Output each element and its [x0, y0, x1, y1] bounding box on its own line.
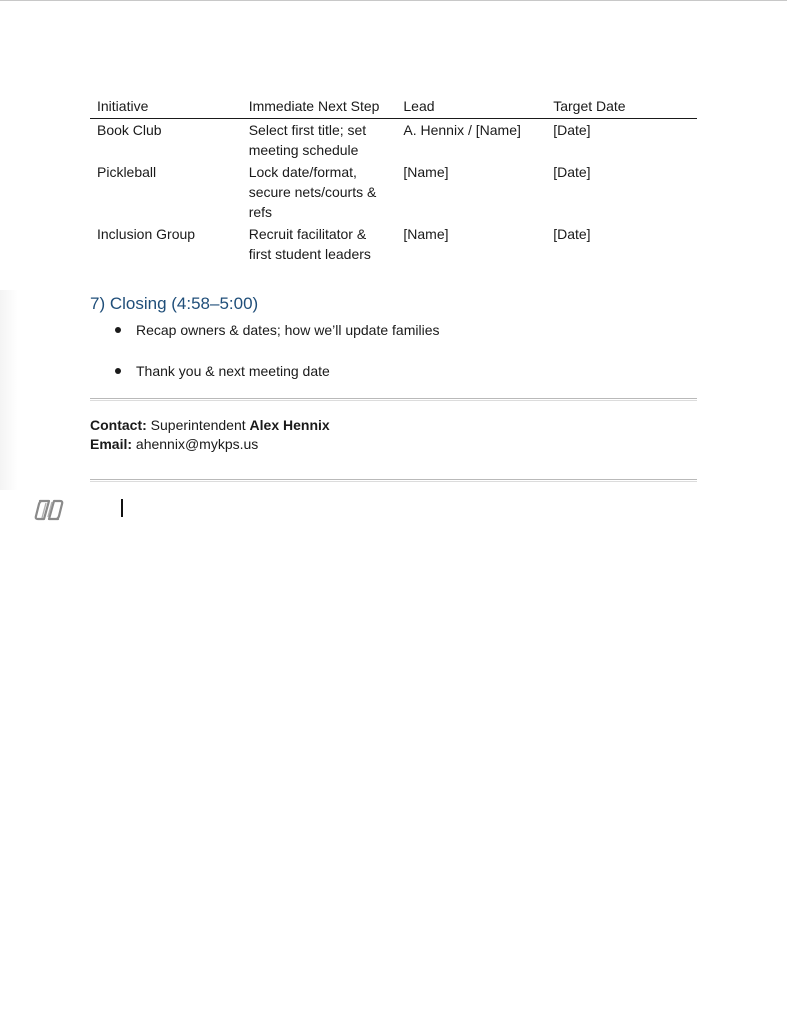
contact-role: Superintendent [150, 417, 246, 433]
list-item-text: Thank you & next meeting date [136, 363, 330, 379]
cell-lead: [Name] [403, 226, 449, 242]
table-header-row [90, 96, 697, 119]
cell-initiative: Book Club [97, 122, 162, 138]
copilot-icon-graphic [34, 497, 64, 523]
table-row [90, 223, 697, 265]
cell-initiative: Pickleball [97, 164, 157, 180]
table-row [90, 119, 697, 162]
horizontal-rule [90, 479, 697, 482]
cell-lead: A. Hennix / [Name] [403, 122, 521, 138]
closing-bullet-list [90, 320, 697, 381]
cell-next-step: Lock date/format, secure nets/courts & refs [248, 164, 377, 220]
header-initiative: Initiative [90, 96, 242, 119]
text-cursor [121, 499, 123, 517]
header-target-date: Target Date [546, 96, 697, 119]
cell-target-date: [Date] [553, 122, 591, 138]
header-next-step: Immediate Next Step [242, 96, 397, 119]
closing-heading: 7) Closing (4:58–5:00) [90, 294, 259, 313]
email-label: Email: [90, 436, 133, 452]
cell-lead: [Name] [403, 164, 449, 180]
email-line [90, 435, 330, 454]
cell-next-step: Select first title; set meeting schedule [248, 122, 367, 158]
contact-label: Contact: [90, 417, 147, 433]
contact-name: Alex Hennix [249, 417, 330, 433]
cell-target-date: [Date] [553, 164, 591, 180]
contact-block [90, 416, 330, 454]
cell-next-step: Recruit facilitator & first student leaders [248, 226, 371, 262]
horizontal-rule [90, 398, 697, 401]
list-item-text: Recap owners & dates; how we’ll update families [136, 322, 440, 338]
bullet-dot-icon [115, 368, 121, 374]
contact-line [90, 416, 330, 435]
cell-target-date: [Date] [553, 226, 591, 242]
cell-initiative: Inclusion Group [97, 226, 196, 242]
bullet-dot-icon [115, 327, 121, 333]
next-steps-table [90, 96, 697, 265]
list-item [90, 320, 697, 340]
copilot-icon[interactable] [34, 497, 64, 523]
header-lead: Lead [396, 96, 546, 119]
table-row [90, 161, 697, 223]
email-value[interactable]: ahennix@mykps.us [135, 436, 259, 452]
page-top-edge [0, 0, 787, 1]
margin-shade [0, 290, 18, 490]
list-item [90, 361, 697, 381]
